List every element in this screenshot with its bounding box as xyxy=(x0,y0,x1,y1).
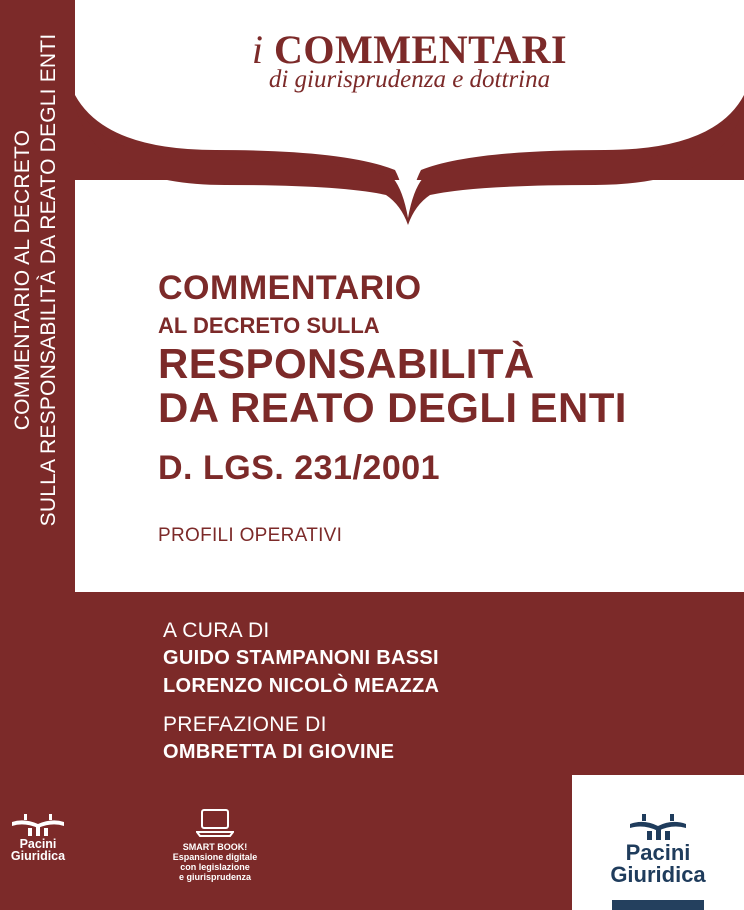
editor-name: GUIDO STAMPANONI BASSI xyxy=(163,647,439,669)
publisher-line1: Pacini xyxy=(625,840,691,865)
spine-logo-line2: Giuridica xyxy=(10,849,66,863)
publisher-bar xyxy=(612,900,704,910)
title-line1: COMMENTARIO xyxy=(158,269,422,307)
spine-publisher-logo xyxy=(4,812,72,882)
preface-label: PREFAZIONE DI xyxy=(163,713,327,736)
smart-book-badge xyxy=(160,808,270,882)
title-line4: DA REATO DEGLI ENTI xyxy=(158,384,627,431)
smart-book-line1: SMART BOOK! xyxy=(182,842,248,852)
publisher-line2: Giuridica xyxy=(610,862,706,887)
title-line5: D. LGS. 231/2001 xyxy=(158,449,441,487)
smart-book-line3: con legislazione xyxy=(180,862,250,872)
spine-title-line1: COMMENTARIO AL DECRETO xyxy=(11,129,34,431)
pacini-emblem-icon xyxy=(10,812,66,838)
series-prefix: i xyxy=(251,27,264,72)
book-subtitle: PROFILI OPERATIVI xyxy=(158,525,343,546)
book-title xyxy=(158,268,738,548)
editor-name: LORENZO NICOLÒ MEAZZA xyxy=(163,675,440,697)
smart-book-line2: Espansione digitale xyxy=(172,852,258,862)
series-name: COMMENTARI xyxy=(274,27,568,72)
editors-label: A CURA DI xyxy=(163,619,270,642)
preface-author: OMBRETTA DI GIOVINE xyxy=(163,741,395,763)
title-line3: RESPONSABILITÀ xyxy=(158,340,535,387)
credits xyxy=(163,618,663,766)
book-spine xyxy=(0,0,75,910)
spine-title xyxy=(2,20,74,540)
laptop-icon xyxy=(196,808,234,838)
spine-logo-line1: Pacini xyxy=(19,837,57,851)
smart-book-line4: e giurisprudenza xyxy=(178,872,251,882)
pacini-emblem-icon xyxy=(626,812,690,842)
series-title xyxy=(75,28,744,92)
title-line2: AL DECRETO SULLA xyxy=(158,313,380,338)
series-subtitle: di giurisprudenza e dottrina xyxy=(268,66,551,93)
spine-title-line2: SULLA RESPONSABILITÀ DA REATO DEGLI ENTI xyxy=(37,33,60,527)
publisher-logo xyxy=(572,812,744,886)
